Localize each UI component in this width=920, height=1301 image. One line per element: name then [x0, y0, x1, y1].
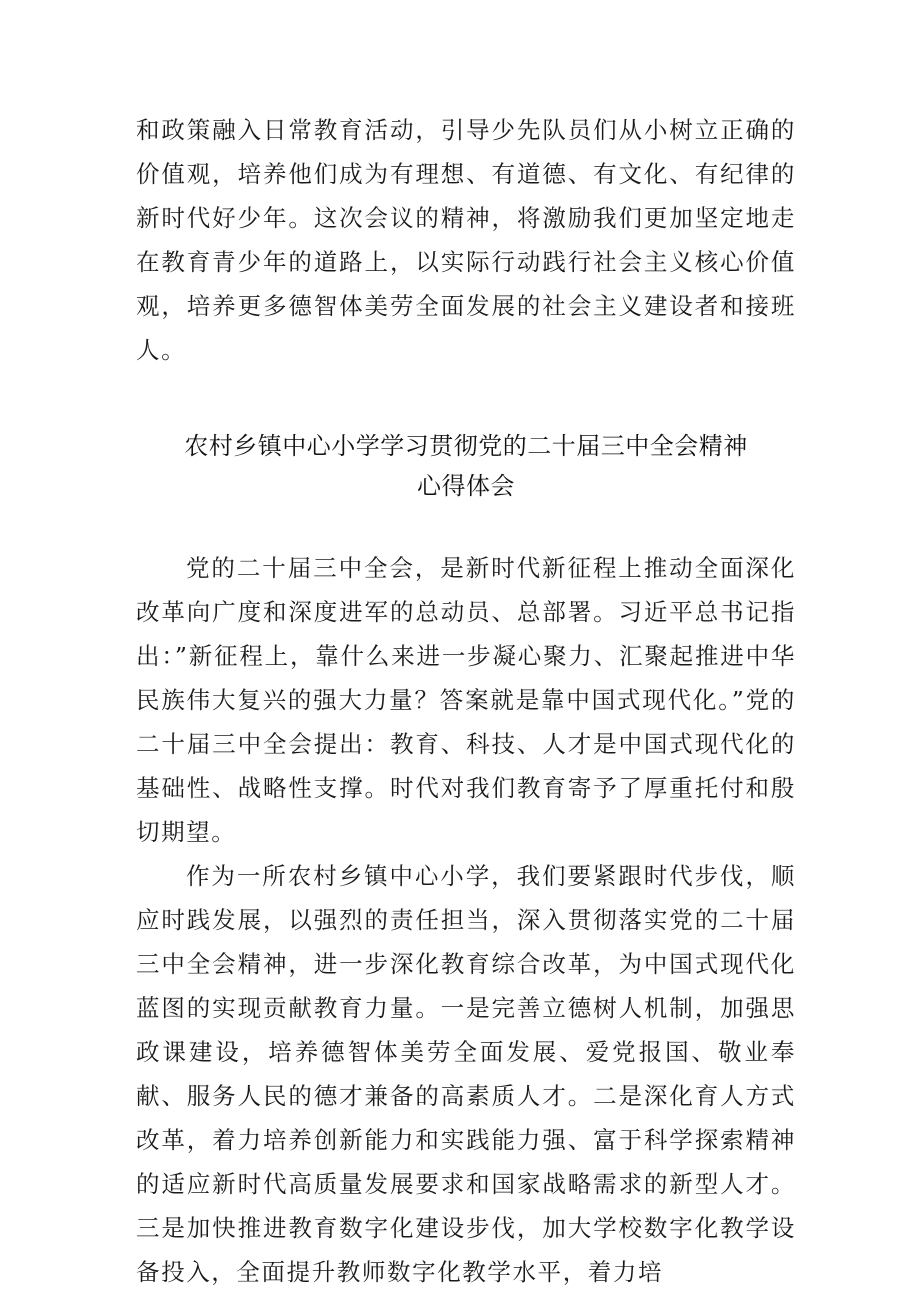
intro-paragraph: 和政策融入日常教育活动，引导少先队员们从小树立正确的价值观，培养他们成为有理想、有道德、有文化、有纪律的新时代好少年。这次会议的精神，将激励我们更加坚定地走在教育青少年的道路上，以实际行动践行社会主义核心价值观，培养更多德智体美劳全面发展的社会主义建设者和接班人。	[136, 116, 796, 364]
document-body	[136, 108, 796, 1294]
body-paragraph-2: 作为一所农村乡镇中心小学，我们要紧跟时代步伐，顺应时践发展，以强烈的责任担当，深入贯彻落实党的二十届三中全会精神，进一步深化教育综合改革，为中国式现代化蓝图的实现贡献教育力量。一是完善立德树人机制，加强思政课建设，培养德智体美劳全面发展、爱党报国、敬业奉献、服务人民的德才兼备的高素质人才。二是深化育人方式改革，着力培养创新能力和实践能力强、富于科学探索精神的适应新时代高质量发展要求和国家战略需求的新型人才。三是加快推进教育数字化建设步伐，加大学校数字化教学设备投入，全面提升教师数字化教学水平，着力培	[136, 862, 796, 1286]
body-paragraph-1: 党的二十届三中全会，是新时代新征程上推动全面深化改革向广度和深度进军的总动员、总部署。习近平总书记指出：”新征程上，靠什么来进一步凝心聚力、汇聚起推进中华民族伟大复兴的强大力量？答案就是靠中国式现代化。”党的二十届三中全会提出：教育、科技、人才是中国式现代化的基础性、战略性支撑。时代对我们教育寄予了厚重托付和殷切期望。	[136, 554, 796, 846]
title-line-main: 农村乡镇中心小学学习贯彻党的二十届三中全会精神	[184, 432, 748, 460]
title-line-sub: 心得体会	[417, 472, 515, 500]
document-title	[136, 426, 796, 506]
